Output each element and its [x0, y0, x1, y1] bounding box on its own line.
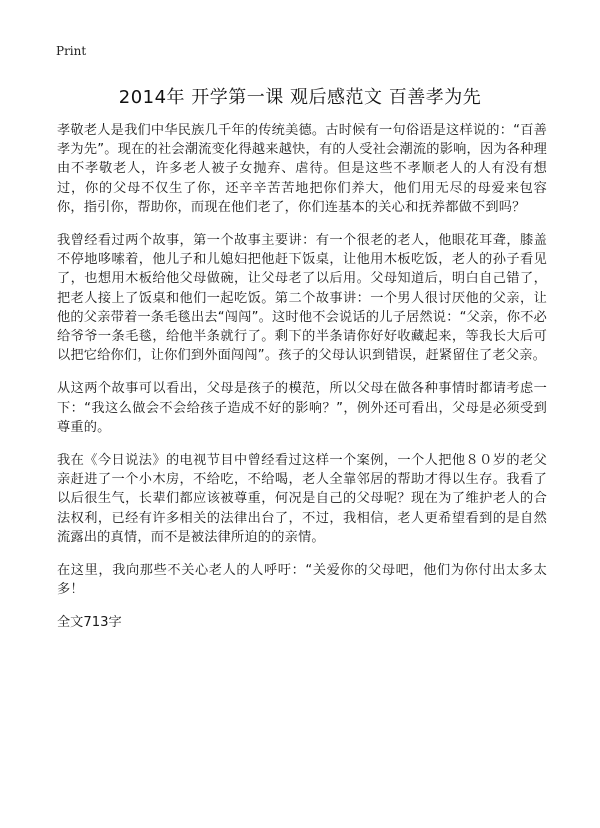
paragraph: 我曾经看过两个故事，第一个故事主要讲：有一个很老的老人，他眼花耳聋，膝盖不停地哆嗦着，他儿子和儿媳妇把他赶下饭桌，让他用木板吃饭，老人的孙子看见了，也想用木板给他父母做碗，让父母老了以后用。父母知道后，明白自己错了，把老人接上了饭桌和他们一起吃饭。第二个故事讲：一个男人很讨厌他的父亲，让他的父亲带着一条毛毯出去“闯闯”。这时他不会说话的儿子居然说：“父亲，你不必给爷爷一条毛毯，给他半条就行了。剩下的半条请你好好收藏起来，等我长大后可以把它给你们，让你们到外面闯闯”。孩子的父母认识到错误，赶紧留住了老父亲。	[57, 233, 547, 364]
paragraph: 孝敬老人是我们中华民族几千年的传统美德。古时候有一句俗语是这样说的：“百善孝为先”。现在的社会潮流变化得越来越快，有的人受社会潮流的影响，因为各种理由不孝敬老人，许多老人被子女抛弃、虐待。但是这些不孝顺老人的人有没有想过，你的父母不仅生了你，还辛辛苦苦地把你们养大，他们用无尽的母爱来包容你，指引你，帮助你，而现在他们老了，你们连基本的关心和抚养都做不到吗？	[57, 123, 547, 215]
paragraph: 我在《今日说法》的电视节目中曾经看过这样一个案例，一个人把他８０岁的老父亲赶进了一个小木房，不给吃，不给喝，老人全靠邻居的帮助才得以生存。我看了以后很生气，长辈们都应该被尊重，何况是自己的父母呢？现在为了维护老人的合法权利，已经有许多相关的法律出台了，不过，我相信，老人更希望看到的是自然流露出的真情，而不是被法律所迫的的亲情。	[57, 453, 547, 545]
print-link[interactable]: Print	[56, 44, 87, 58]
word-count: 全文713字	[57, 615, 122, 631]
paragraph: 在这里，我向那些不关心老人的人呼吁：“关爱你的父母吧，他们为你付出太多太多！	[57, 563, 547, 598]
article-body	[57, 121, 547, 633]
article-title: 2014年 开学第一课 观后感范文 百善孝为先	[118, 87, 482, 108]
paragraph: 从这两个故事可以看出，父母是孩子的模范，所以父母在做各种事情时都请考虑一下：“我这么做会不会给孩子造成不好的影响？”，例外还可看出，父母是必须受到尊重的。	[57, 381, 547, 435]
